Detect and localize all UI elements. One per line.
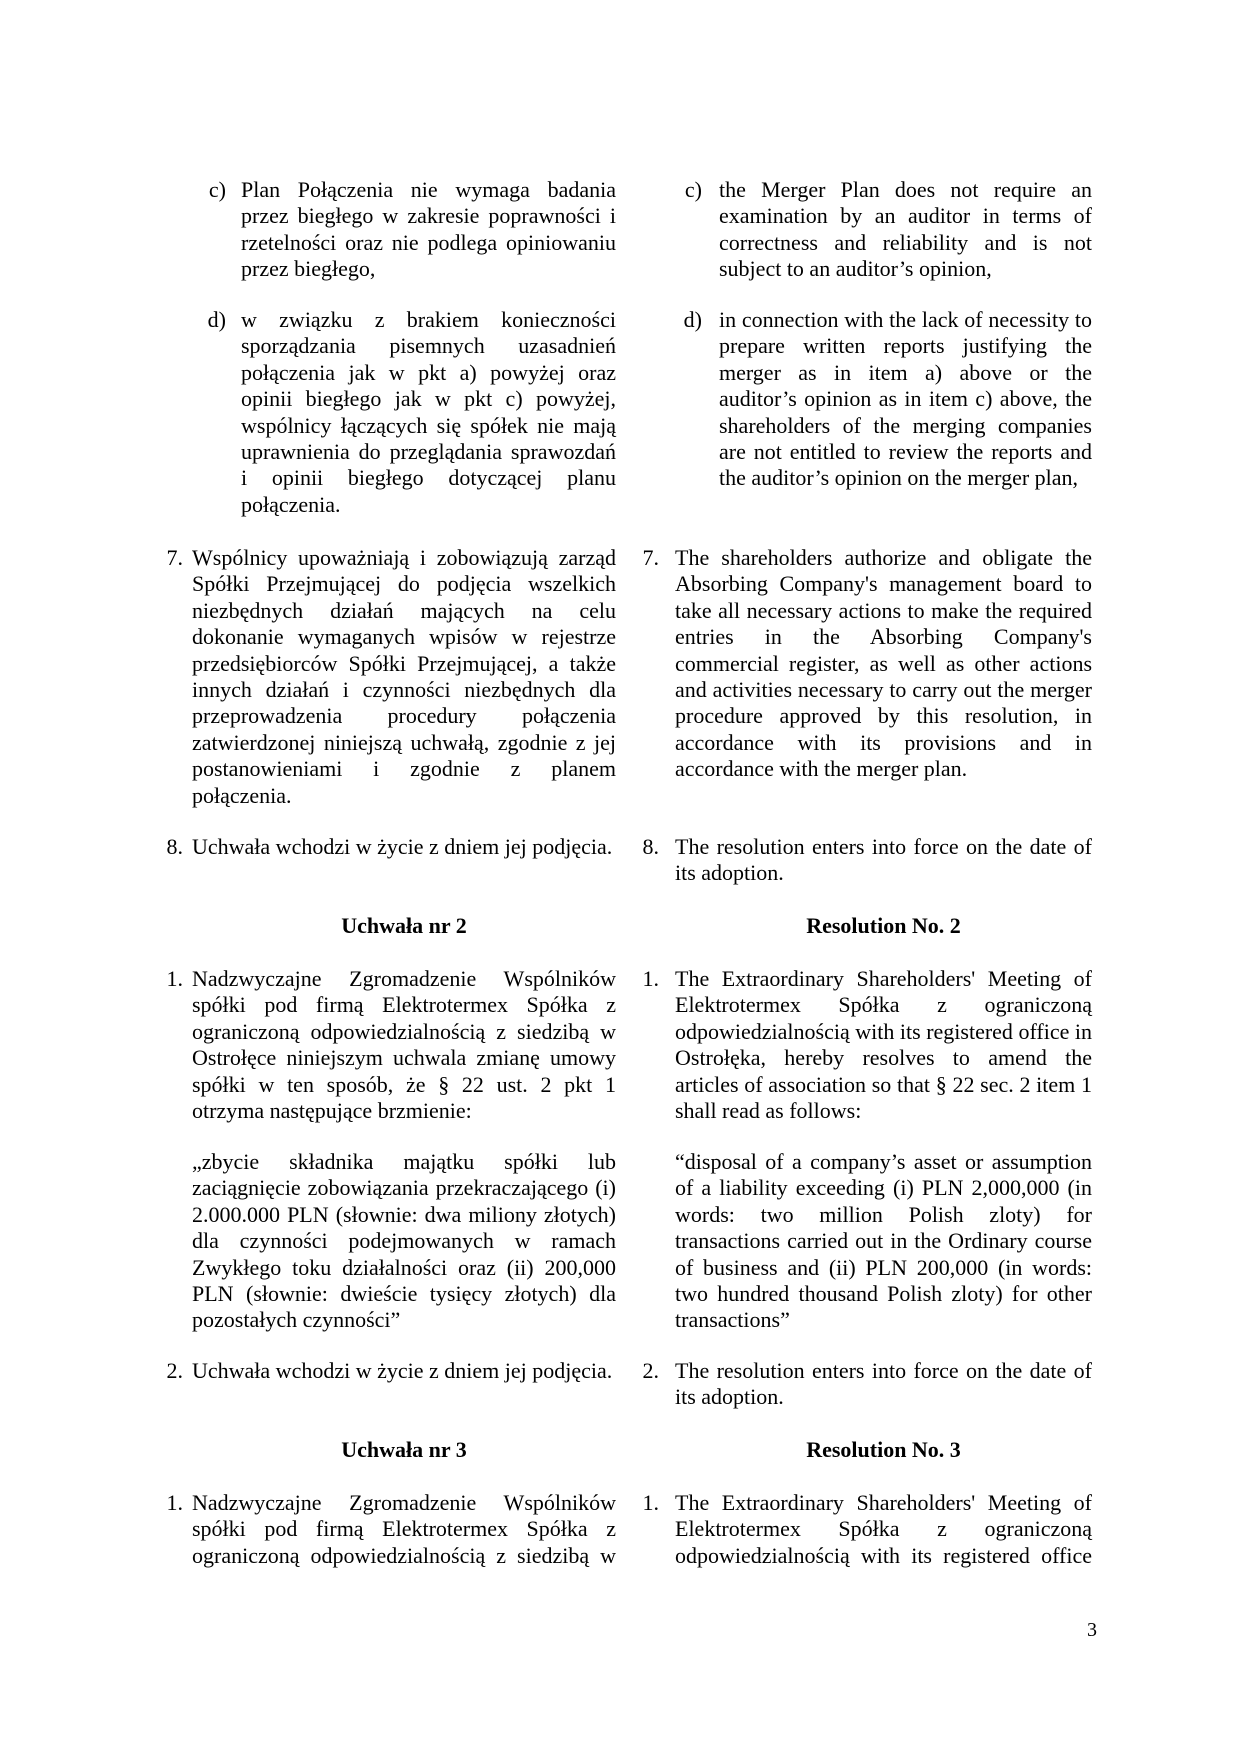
page-number: 3: [1087, 1619, 1097, 1641]
right-item-c: [719, 177, 1092, 283]
left-r2-para-1: [192, 966, 616, 1124]
right-r2-para-1: [675, 966, 1092, 1124]
right-para-7-text: The shareholders authorize and obligate the Absorbing Company's management board to take all necessary actions to make the required entries in the Absorbing Company's commercial register, as well as other actions and activities necessary to carry out the merger procedure approved by this resolution, in accordance with its provisions and in accordance with the merger plan.: [675, 545, 1092, 782]
right-item-c-text: the Merger Plan does not require an examination by an auditor in terms of correctness and reliability and is not subject to an auditor’s opinion,: [719, 177, 1092, 282]
left-item-c: [241, 177, 616, 283]
left-heading-resolution-2: Uchwała nr 2: [341, 913, 467, 938]
right-item-d: [719, 307, 1092, 492]
left-item-d: [241, 307, 616, 518]
left-para-8: [192, 834, 616, 860]
left-r2-para-1-text: Nadzwyczajne Zgromadzenie Wspólników spółki pod firmą Elektrotermex Spółka z ograniczoną odpowiedzialnością z siedzibą w Ostrołęce niniejszym uchwala zmianę umowy spółki w ten sposób, że § 22 ust. 2 pkt 1 otrzyma następujące brzmienie:: [192, 966, 616, 1124]
left-r2-para-2: [192, 1358, 616, 1384]
left-r2-para-2-label: 2.: [166, 1358, 183, 1383]
left-para-7-text: Wspólnicy upoważniają i zobowiązują zarząd Spółki Przejmującej do podjęcia wszelkich niezbędnych działań mających na celu dokonanie wymaganych wpisów w rejestrze przedsiębiorców Spółki Przejmującej, a także innych działań i czynności niezbędnych dla przeprowadzenia procedury połączenia zatwierdzonej niniejszą uchwałą, zgodnie z jej postanowieniami i zgodnie z planem połączenia.: [192, 545, 616, 808]
right-r2-quote-text: “disposal of a company’s asset or assumption of a liability exceeding (i) PLN 2,000,000 (in words: two million Polish zloty) for transactions carried out in the Ordinary course of business and (ii) PLN 200,000 (in words: two hundred thousand Polish zloty) for other transactions”: [675, 1149, 1092, 1333]
right-r3-para-1-text: The Extraordinary Shareholders' Meeting of Elektrotermex Spółka z ograniczoną odpowiedzialnością with its registered office: [675, 1490, 1092, 1568]
right-r2-para-2-text: The resolution enters into force on the date of its adoption.: [675, 1358, 1092, 1410]
right-r2-quote: [675, 1149, 1092, 1334]
right-para-8: [675, 834, 1092, 887]
right-r2-para-1-label: 1.: [642, 966, 659, 991]
right-r3-para-1-label: 1.: [642, 1490, 659, 1515]
right-para-8-text: The resolution enters into force on the date of its adoption.: [675, 834, 1092, 886]
left-para-8-label: 8.: [166, 834, 183, 859]
right-item-d-text: in connection with the lack of necessity to prepare written reports justifying the merger as in item a) above or the auditor’s opinion as in item c) above, the shareholders of the merging companies are not entitled to review the reports and the auditor’s opinion on the merger plan,: [719, 307, 1092, 491]
left-r3-para-1-label: 1.: [166, 1490, 183, 1515]
left-r2-quote-text: „zbycie składnika majątku spółki lub zaciągnięcie zobowiązania przekraczającego (i) 2.000.000 PLN (słownie: dwa miliony złotych) dla czynności podejmowanych w ramach Zwykłego toku działalności oraz (ii) 200,000 PLN (słownie: dwieście tysięcy złotych) dla pozostałych czynności”: [192, 1149, 616, 1333]
right-heading-resolution-3: Resolution No. 3: [806, 1437, 961, 1462]
left-para-7-label: 7.: [166, 545, 183, 570]
right-para-7-label: 7.: [642, 545, 659, 570]
right-item-d-label: d): [683, 307, 702, 332]
left-item-c-text: Plan Połączenia nie wymaga badania przez biegłego w zakresie poprawności i rzetelności oraz nie podlega opiniowaniu przez biegłego,: [241, 177, 616, 282]
right-para-7: [675, 545, 1092, 783]
left-item-d-text: w związku z brakiem konieczności sporządzania pisemnych uzasadnień połączenia jak w pkt a) powyżej oraz opinii biegłego jak w pkt c) powyżej, wspólnicy łączących się spółek nie mają uprawnienia do przeglądania sprawozdań i opinii biegłego dotyczącej planu połączenia.: [241, 307, 616, 517]
left-r2-para-2-text: Uchwała wchodzi w życie z dniem jej podjęcia.: [192, 1358, 613, 1383]
left-r2-quote: [192, 1149, 616, 1334]
right-r2-para-2-label: 2.: [642, 1358, 659, 1383]
left-item-d-label: d): [207, 307, 226, 332]
right-item-c-label: c): [684, 177, 702, 202]
right-heading-resolution-2: Resolution No. 2: [806, 913, 961, 938]
right-r2-para-1-text: The Extraordinary Shareholders' Meeting of Elektrotermex Spółka z ograniczoną odpowiedzialnością with its registered office in Ostrołęka, hereby resolves to amend the articles of association so that § 22 sec. 2 item 1 shall read as follows:: [675, 966, 1092, 1124]
right-r2-para-2: [675, 1358, 1092, 1411]
left-r3-para-1: [192, 1490, 616, 1569]
left-para-8-text: Uchwała wchodzi w życie z dniem jej podjęcia.: [192, 834, 613, 859]
left-r2-para-1-label: 1.: [166, 966, 183, 991]
left-heading-resolution-3: Uchwała nr 3: [341, 1437, 467, 1462]
right-para-8-label: 8.: [642, 834, 659, 859]
left-r3-para-1-text: Nadzwyczajne Zgromadzenie Wspólników spółki pod firmą Elektrotermex Spółka z ograniczoną odpowiedzialnością z siedzibą w: [192, 1490, 616, 1568]
left-para-7: [192, 545, 616, 809]
right-r3-para-1: [675, 1490, 1092, 1569]
left-item-c-label: c): [208, 177, 226, 202]
